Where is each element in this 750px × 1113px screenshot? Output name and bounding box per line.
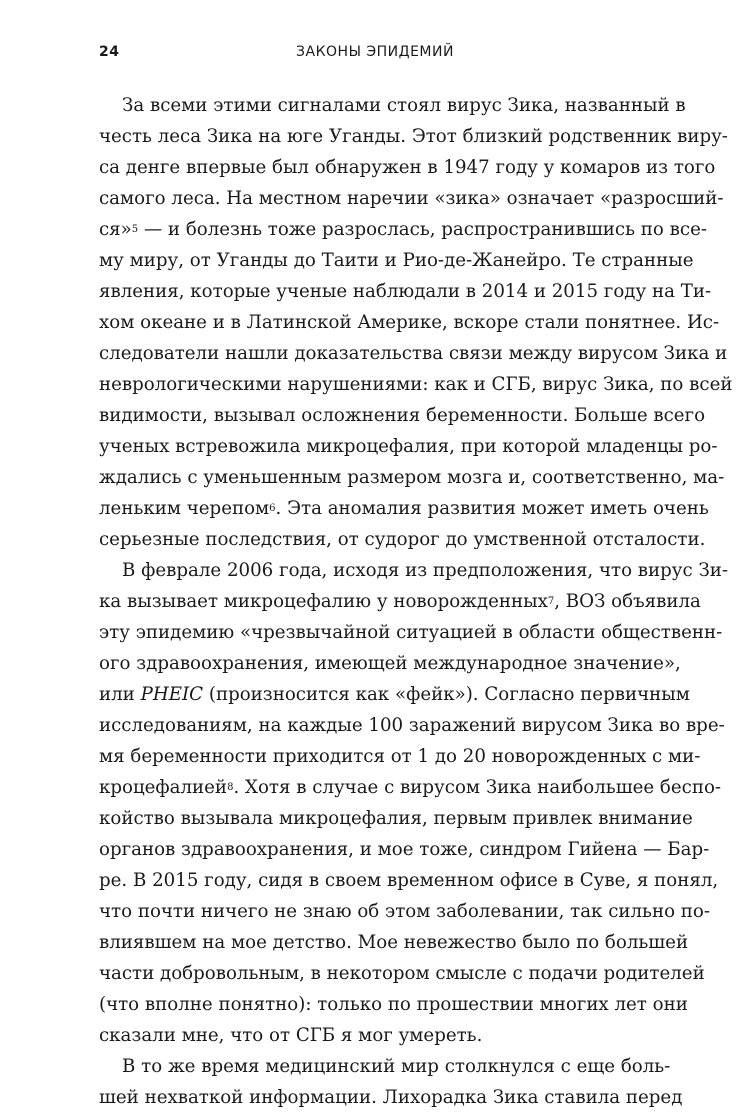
footnote-marker: 8 <box>227 781 234 793</box>
text-fragment: кроцефалией <box>99 777 228 798</box>
paragraph <box>99 1051 683 1113</box>
text-fragment: ка вызывает микроцефалию у новорожденных <box>99 591 548 612</box>
text-line: са денге впервые был обнаружен в 1947 году у комаров из того <box>99 157 716 178</box>
text-line: му миру, от Уганды до Таити и Рио-де-Жанейро. Те странные <box>99 250 694 271</box>
text-line: В феврале 2006 года, исходя из предположения, что вирус Зи- <box>122 560 729 581</box>
footnote-marker: 5 <box>131 223 139 235</box>
text-line: серьезные последствия, от судорог до умственной отсталости. <box>99 529 706 550</box>
text-line: честь леса Зика на юге Уганды. Этот близкий родственник виру- <box>99 126 728 147</box>
text-line: органов здравоохранения, и мое тоже, синдром Гийена — Бар- <box>99 839 710 860</box>
text-line: влиявшем на мое детство. Мое невежество было по большей <box>99 932 689 953</box>
paragraph <box>99 90 733 555</box>
footnote-marker: 7 <box>547 595 555 607</box>
text-line: койство вызывала микроцефалия, первым привлек внимание <box>99 808 693 829</box>
abbreviation: PHEIC <box>140 684 204 705</box>
text-line: эту эпидемию «чрезвычайной ситуацией в области общественн- <box>99 622 723 643</box>
text-fragment: . Эта аномалия развития может иметь очень <box>275 498 709 519</box>
text-line: ре. В 2015 году, сидя в своем временном офисе в Суве, я понял, <box>99 870 719 891</box>
text-line <box>99 679 690 710</box>
text-line <box>99 586 701 617</box>
text-line: (что вполне понятно): только по прошествии многих лет они <box>99 994 688 1015</box>
body-text <box>99 90 733 1113</box>
text-line: явления, которые ученые наблюдали в 2014 и 2015 году на Ти- <box>99 281 712 302</box>
text-line: ого здравоохранения, имеющей международное значение», <box>99 653 681 674</box>
running-title: ЗАКОНЫ ЭПИДЕМИЙ <box>296 44 454 60</box>
text-fragment: . Хотя в случае с вирусом Зика наибольшее беспо- <box>233 777 722 798</box>
text-line: сказали мне, что от СГБ я мог умереть. <box>99 1025 483 1046</box>
text-line: хом океане и в Латинской Америке, вскоре стали понятнее. Ис- <box>99 312 720 333</box>
text-line <box>99 214 707 245</box>
footnote-marker: 6 <box>269 502 276 514</box>
text-line: шей нехваткой информации. Лихорадка Зика ставила перед <box>99 1087 683 1108</box>
text-line <box>99 772 722 803</box>
text-fragment: (произносится как «фейк»). Согласно первичным <box>203 684 690 705</box>
text-fragment: — и болезнь тоже разрослась, распространившись по все- <box>138 219 707 240</box>
text-line: мя беременности приходится от 1 до 20 новорожденных с ми- <box>99 746 701 767</box>
text-line: За всеми этими сигналами стоял вирус Зика, названный в <box>122 95 686 116</box>
text-fragment: или <box>99 684 141 705</box>
text-fragment: ся» <box>99 219 132 240</box>
paragraph <box>99 555 729 1051</box>
text-line: ждались с уменьшенным размером мозга и, соответственно, ма- <box>99 467 725 488</box>
text-line: следователи нашли доказательства связи между вирусом Зика и <box>99 343 728 364</box>
text-line: ученых встревожила микроцефалия, при которой младенцы ро- <box>99 436 718 457</box>
text-fragment: , ВОЗ объявила <box>554 591 701 612</box>
text-line: исследованиям, на каждые 100 заражений вирусом Зика во вре- <box>99 715 725 736</box>
text-line: самого леса. На местном наречии «зика» означает «разросший- <box>99 188 724 209</box>
text-line <box>99 493 709 524</box>
text-fragment: леньким черепом <box>99 498 270 519</box>
text-line: неврологическими нарушениями: как и СГБ, вирус Зика, по всей <box>99 374 733 395</box>
text-line: видимости, вызывал осложнения беременности. Больше всего <box>99 405 706 426</box>
text-line: что почти ничего не знаю об этом заболевании, так сильно по- <box>99 901 711 922</box>
page-number: 24 <box>99 44 120 60</box>
text-line: части добровольным, в некотором смысле с подачи родителей <box>99 963 705 984</box>
text-line: В то же время медицинский мир столкнулся с еще боль- <box>122 1056 671 1077</box>
page-header <box>0 44 750 64</box>
